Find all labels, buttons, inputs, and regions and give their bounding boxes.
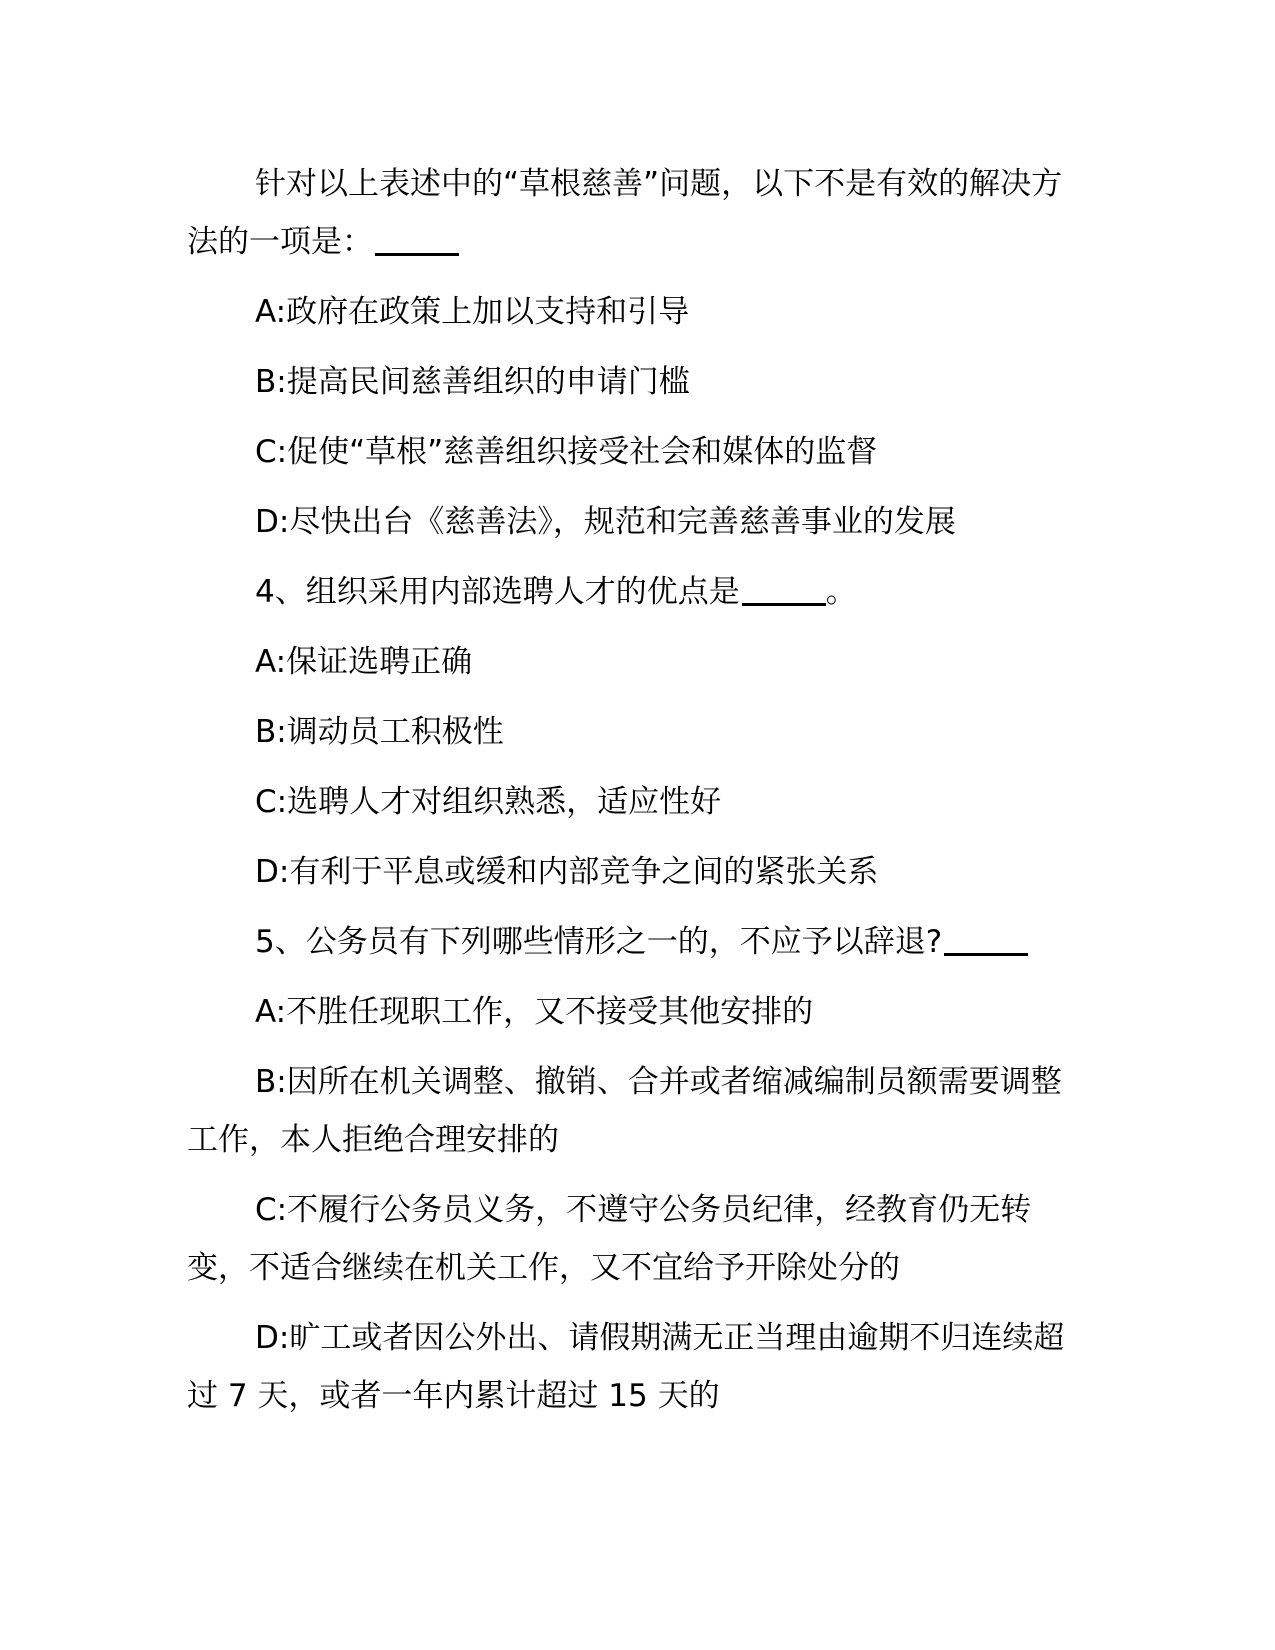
question-3-stem	[187, 155, 1087, 271]
answer-blank	[742, 573, 826, 606]
question-3-option-c: C:促使“草根”慈善组织接受社会和媒体的监督	[255, 434, 878, 470]
question-4-stem	[187, 563, 1087, 621]
answer-blank	[375, 223, 459, 256]
question-3-option-a: A:政府在政策上加以支持和引导	[255, 294, 690, 330]
question-5-option-a: A:不胜任现职工作，又不接受其他安排的	[255, 994, 814, 1030]
question-4-option-a: A:保证选聘正确	[255, 644, 473, 680]
answer-blank	[944, 923, 1028, 956]
question-5-option-b: B:因所在机关调整、撤销、合并或者缩减编制员额需要调整工作，本人拒绝合理安排的	[187, 1064, 1062, 1158]
question-3-option-d: D:尽快出台《慈善法》，规范和完善慈善事业的发展	[255, 504, 956, 540]
question-5-option-d: D:旷工或者因公外出、请假期满无正当理由逾期不归连续超过 7 天，或者一年内累计超过 15 天的	[187, 1320, 1065, 1414]
question-4-stem-end: 。	[825, 574, 857, 610]
question-4-stem-text: 4、组织采用内部选聘人才的优点是	[255, 574, 740, 610]
question-3-stem-text: 针对以上表述中的“草根慈善”问题，以下不是有效的解决方法的一项是：	[187, 166, 1063, 260]
document-content	[187, 155, 1087, 1437]
question-4-option-c: C:选聘人才对组织熟悉，适应性好	[255, 784, 722, 820]
question-5-option-c: C:不履行公务员义务，不遵守公务员纪律，经教育仍无转变，不适合继续在机关工作，又不宜给予开除处分的	[187, 1192, 1032, 1286]
question-5-stem-text: 5、公务员有下列哪些情形之一的，不应予以辞退?	[255, 924, 943, 960]
question-4-option-b: B:调动员工积极性	[255, 714, 504, 750]
question-5-stem	[187, 913, 1087, 971]
question-3-option-b: B:提高民间慈善组织的申请门槛	[255, 364, 690, 400]
question-4-option-d: D:有利于平息或缓和内部竞争之间的紧张关系	[255, 854, 879, 890]
